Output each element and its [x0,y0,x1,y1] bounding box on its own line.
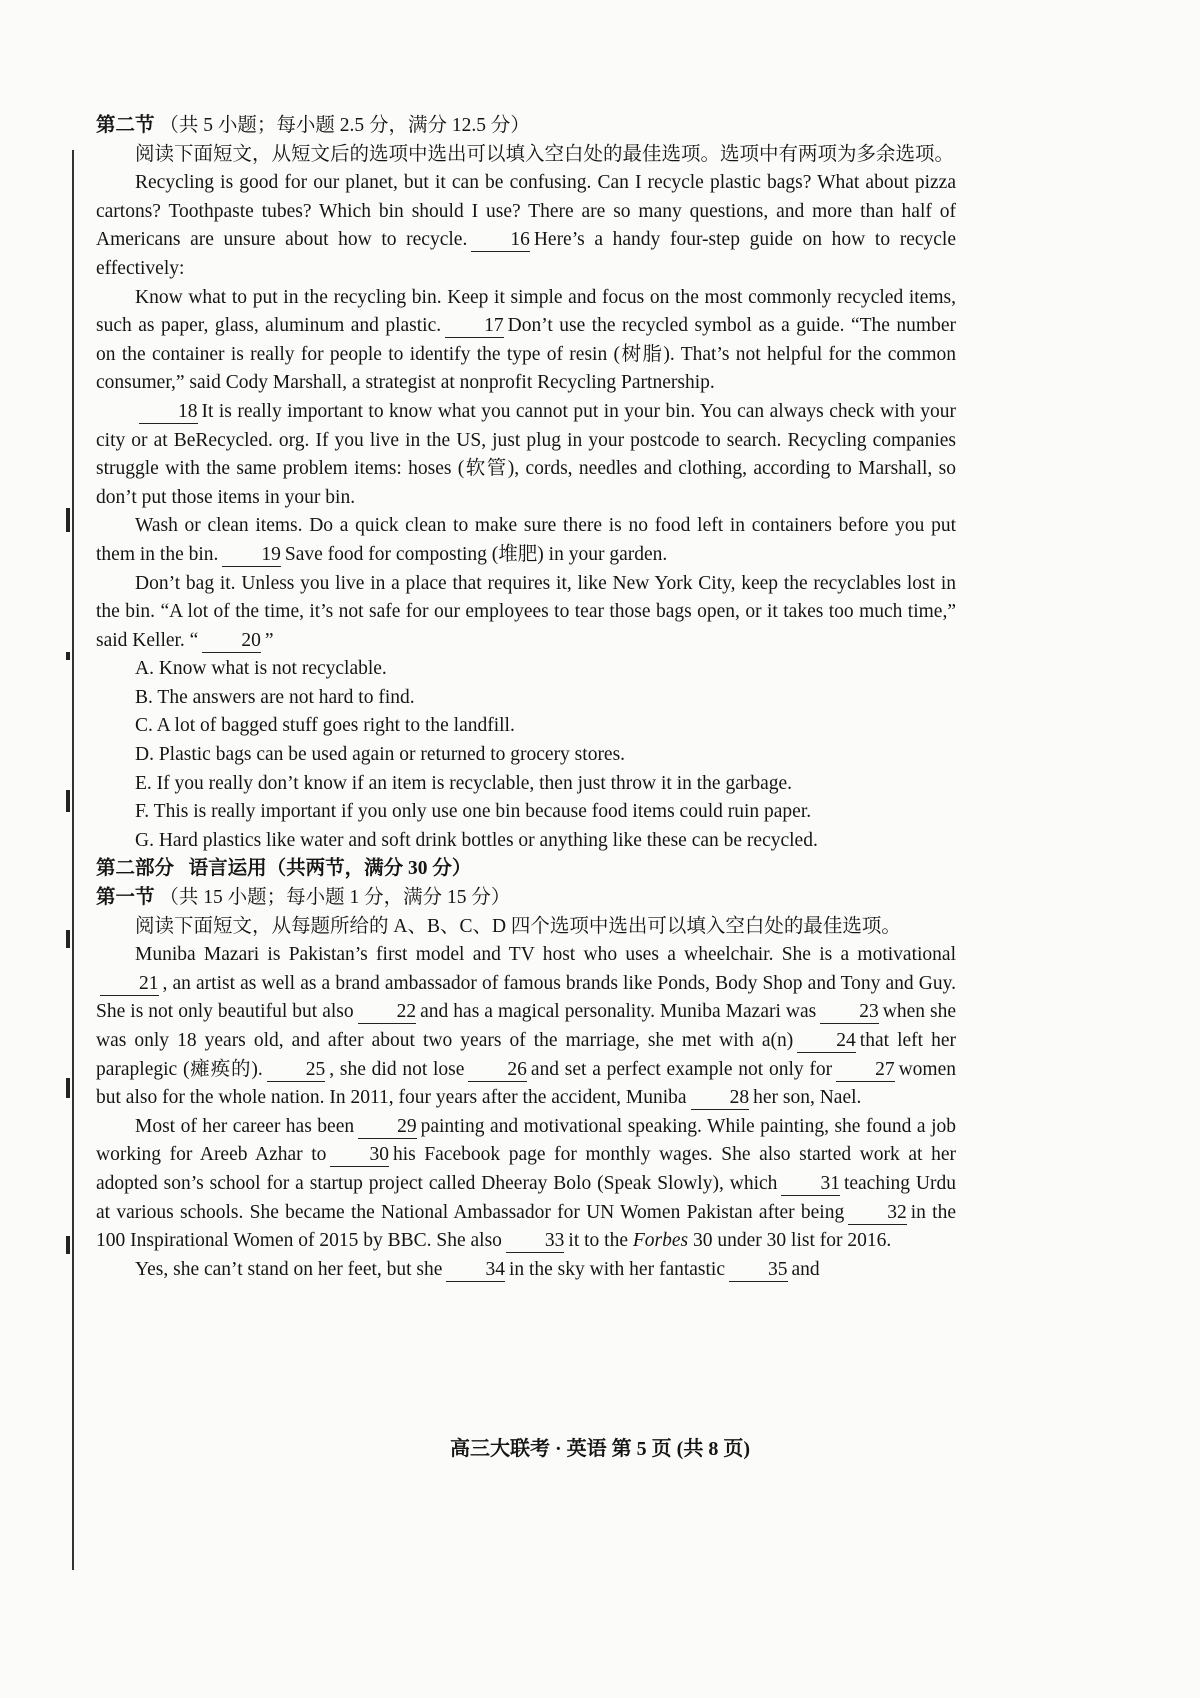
blank-25: 25 [267,1059,326,1082]
section-instruction: 阅读下面短文，从短文后的选项中选出可以填入空白处的最佳选项。选项中有两项为多余选项。 [135,143,955,165]
section-title: 第二节 [96,115,155,136]
blank-26: 26 [468,1059,527,1082]
part2-heading [96,855,956,884]
text: and [791,1258,820,1280]
binding-mark [66,652,70,660]
blank-27: 27 [836,1059,895,1082]
blank-29: 29 [358,1116,417,1139]
passage2-paragraph [96,1113,956,1256]
text: ” [264,629,274,651]
text: 30 under 30 list for 2016. [693,1230,892,1252]
binding-line [72,150,74,1570]
option-item: G. Hard plastics like water and soft drink bottles or anything like these can be recycled. [135,829,818,851]
option-item: D. Plastic bags can be used again or returned to grocery stores. [135,744,626,766]
blank-34: 34 [446,1259,505,1282]
option-item: F. This is really important if you only use one bin because food items could ruin paper. [135,801,812,823]
blank-17: 17 [445,315,504,338]
text: women but also for the whole nation. In 2011, four years after the accident, Muniba [96,1058,956,1109]
text: It is really important to know what you cannot put in your bin. You can always check with your city or at BeRecycled. org. If you live in the US, just plug in your postcode to search. Recycling companies struggle with the same problem items: hoses (软管), cords, needles and clothing, according to Marshall, so don’t put those items in your bin. [96,400,956,508]
passage1-paragraph [96,512,956,569]
text: his Facebook page for monthly wages. She also started work at her adopted son’s school for a startup project called Dheeray Bolo (Speak Slowly), which [96,1144,956,1194]
section-title: 第一节 [96,887,155,909]
options-list [96,655,956,855]
text: Muniba Mazari is Pakistan’s first model and TV host who uses a wheelchair. She is a motivational [135,944,956,966]
text: when she was only 18 years old, and after about two years of the marriage, she met with a(n) [96,1001,957,1051]
exam-content [96,112,956,1284]
blank-23: 23 [820,1001,879,1024]
text: Save food for composting (堆肥) in your garden. [284,543,668,565]
blank-16: 16 [471,229,530,252]
blank-32: 32 [848,1202,907,1225]
text: it to the [568,1230,628,1252]
option-item: A. Know what is not recyclable. [135,658,387,680]
passage1-paragraph [96,398,956,512]
blank-35: 35 [729,1259,788,1282]
text: Don’t bag it. Unless you live in a place that requires it, like New York City, keep the recyclables lost in the bin. “A lot of the time, it’s not safe for our employees to tear those bags open, or it takes too much time,” said Keller. “ [96,572,956,651]
text: , an artist as well as a brand ambassador of famous brands like Ponds, Body Shop and Tony and Guy. She is not only beautiful but also [96,972,956,1023]
forbes-title: Forbes [632,1230,689,1252]
option-item: C. A lot of bagged stuff goes right to the landfill. [135,715,515,737]
text: , she did not lose [329,1058,465,1080]
text: and has a magical personality. Muniba Mazari was [420,1001,817,1023]
section-instruction: 阅读下面短文，从每题所给的 A、B、C、D 四个选项中选出可以填入空白处的最佳选项。 [135,915,901,937]
blank-20: 20 [202,630,261,653]
passage2-paragraph [96,1256,956,1285]
blank-21: 21 [100,973,159,996]
passage1-paragraph [96,284,956,398]
blank-22: 22 [358,1001,417,1024]
section-info: （共 15 小题；每小题 1 分，满分 15 分） [159,887,511,909]
binding-mark [66,508,70,532]
text: her son, Nael. [753,1087,862,1109]
blank-31: 31 [781,1173,840,1196]
blank-18: 18 [139,401,198,424]
text: Know what to put in the recycling bin. Keep it simple and focus on the most commonly recycled items, such as paper, glass, aluminum and plastic. [96,286,956,337]
blank-19: 19 [222,544,281,567]
binding-mark [66,930,70,948]
section1-heading [96,884,956,913]
text: in the sky with her fantastic [508,1258,726,1280]
blank-30: 30 [330,1144,389,1167]
binding-mark [66,1078,70,1098]
passage1-paragraph [96,169,956,283]
blank-28: 28 [691,1087,750,1110]
section-info: （共 5 小题；每小题 2.5 分，满分 12.5 分） [159,115,530,136]
text: Wash or clean items. Do a quick clean to make sure there is no food left in containers before you put them in the bin. [96,515,956,565]
text: Yes, she can’t stand on her feet, but she [135,1258,443,1280]
option-item: B. The answers are not hard to find. [135,686,415,708]
text: in the 100 Inspirational Women of 2015 by BBC. She also [96,1201,956,1252]
text: that left her paraplegic (瘫痪的). [96,1030,956,1080]
part-subtitle: 语言运用（共两节，满分 30 分） [188,858,472,880]
binding-mark [66,790,70,812]
text: Recycling is good for our planet, but it can be confusing. Can I recycle plastic bags? What about pizza cartons? Toothpaste tubes? Which bin should I use? There are so many questions, and more than half of Americans are unsure about how to recycle. [96,172,956,251]
part-title: 第二部分 [96,858,175,880]
text: teaching Urdu at various schools. She became the National Ambassador for UN Women Pakistan after being [96,1172,956,1223]
text: Here’s a handy four-step guide on how to recycle effectively: [96,229,956,279]
blank-33: 33 [506,1230,565,1253]
binding-mark [66,1236,70,1254]
passage2-paragraph [96,941,956,1113]
text: Don’t use the recycled symbol as a guide. “The number on the container is really for people to identify the type of resin (树脂). That’s not helpful for the common consumer,” said Cody Marshall, a strategist at nonprofit Recycling Partnership. [96,315,956,394]
option-item: E. If you really don’t know if an item is recyclable, then just throw it in the garbage. [135,772,793,794]
text: Most of her career has been [135,1115,355,1137]
page-footer: 高三大联考 · 英语 第 5 页 (共 8 页) [450,1438,750,1460]
text: and set a perfect example not only for [530,1058,833,1080]
section2-heading [96,112,956,141]
text: painting and motivational speaking. While painting, she found a job working for Areeb Azhar to [96,1115,956,1166]
passage1-paragraph [96,570,956,656]
blank-24: 24 [797,1030,856,1053]
